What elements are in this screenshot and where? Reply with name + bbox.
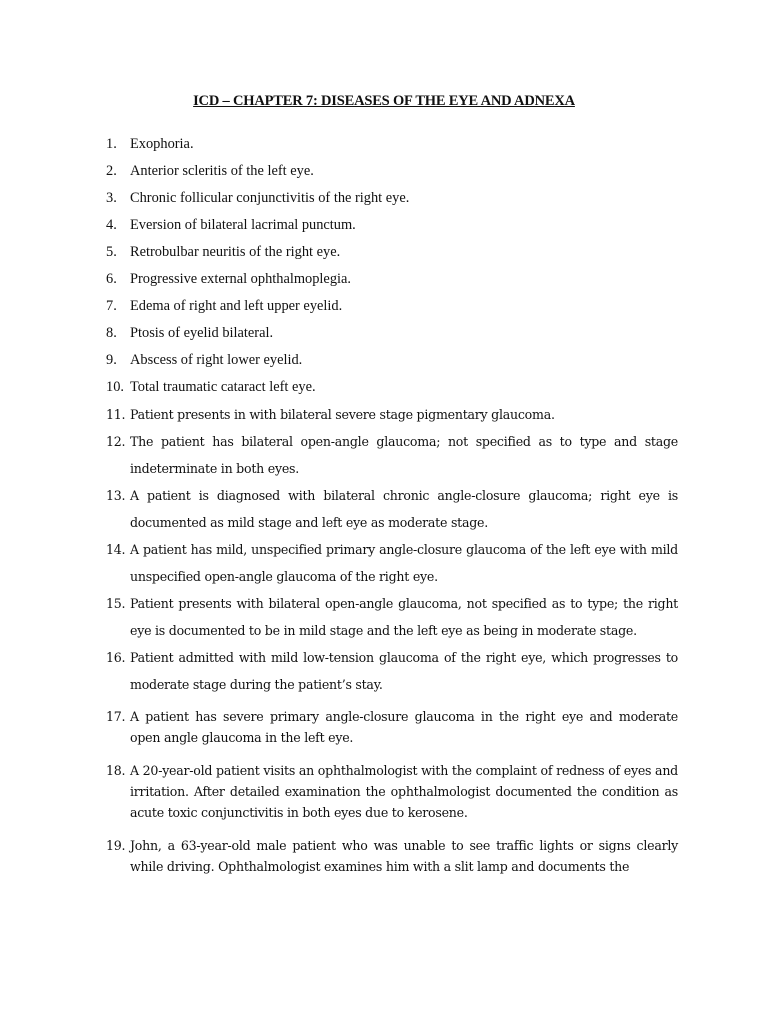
- list-item: [106, 239, 678, 266]
- item-number: 9.: [106, 352, 117, 368]
- list-item: [106, 158, 678, 185]
- item-number: 5.: [106, 244, 117, 260]
- list-item: [106, 374, 678, 401]
- list-item: [106, 536, 678, 590]
- list-item: [106, 482, 678, 536]
- item-number: 6.: [106, 271, 117, 287]
- list-item: [106, 293, 678, 320]
- item-text: A patient has severe primary angle-closure glaucoma in the right eye and moderate open angle glaucoma in the left eye.: [130, 709, 678, 745]
- item-text: John, a 63-year-old male patient who was unable to see traffic lights or signs clearly while driving. Ophthalmologist examines him with a slit lamp and documents the: [130, 838, 678, 874]
- item-number: 19.: [106, 838, 126, 853]
- item-text: Retrobulbar neuritis of the right eye.: [130, 244, 341, 260]
- item-text: A patient has mild, unspecified primary angle-closure glaucoma of the left eye with mild unspecified open-angle glaucoma of the right eye.: [130, 542, 678, 584]
- item-text: Chronic follicular conjunctivitis of the right eye.: [130, 190, 410, 206]
- item-number: 17.: [106, 709, 126, 724]
- item-text: Progressive external ophthalmoplegia.: [130, 271, 351, 287]
- list-item: [106, 706, 678, 748]
- list-item: [106, 835, 678, 877]
- item-text: Patient presents in with bilateral severe stage pigmentary glaucoma.: [130, 407, 555, 422]
- item-text: Eversion of bilateral lacrimal punctum.: [130, 217, 356, 233]
- item-number: 2.: [106, 163, 117, 179]
- item-text: A patient is diagnosed with bilateral chronic angle-closure glaucoma; right eye is documented as mild stage and left eye as moderate stage.: [130, 488, 678, 530]
- item-number: 11.: [106, 407, 126, 422]
- list-item: [106, 644, 678, 698]
- item-text: Exophoria.: [130, 136, 194, 152]
- list-item: [106, 428, 678, 482]
- item-number: 3.: [106, 190, 117, 206]
- item-text: A 20-year-old patient visits an ophthalmologist with the complaint of redness of eyes and irritation. After detailed examination the ophthalmologist documented the condition as acute toxic conjunctivitis in both eyes due to kerosene.: [130, 763, 678, 820]
- item-number: 12.: [106, 434, 126, 449]
- item-text: Abscess of right lower eyelid.: [130, 352, 303, 368]
- list-item: [106, 401, 678, 428]
- item-number: 18.: [106, 763, 126, 778]
- list-item: [106, 212, 678, 239]
- item-number: 13.: [106, 488, 126, 503]
- item-number: 16.: [106, 650, 126, 665]
- item-text: Total traumatic cataract left eye.: [130, 379, 316, 395]
- item-text: Patient admitted with mild low-tension glaucoma of the right eye, which progresses to moderate stage during the patient’s stay.: [130, 650, 678, 692]
- item-number: 7.: [106, 298, 117, 314]
- page-title: ICD – CHAPTER 7: DISEASES OF THE EYE AND ADNEXA: [193, 93, 575, 109]
- item-text: Edema of right and left upper eyelid.: [130, 298, 343, 314]
- item-number: 4.: [106, 217, 117, 233]
- item-number: 8.: [106, 325, 117, 341]
- item-number: 10.: [106, 379, 124, 395]
- list-item: [106, 131, 678, 158]
- list-item: [106, 590, 678, 644]
- item-text: The patient has bilateral open-angle glaucoma; not specified as to type and stage indeterminate in both eyes.: [130, 434, 678, 476]
- item-number: 14.: [106, 542, 126, 557]
- item-text: Patient presents with bilateral open-angle glaucoma, not specified as to type; the right eye is documented to be in mild stage and the left eye as being in moderate stage.: [130, 596, 678, 638]
- list-item: [106, 347, 678, 374]
- item-number: 15.: [106, 596, 126, 611]
- list-item: [106, 320, 678, 347]
- list-item: [106, 185, 678, 212]
- question-list: [106, 131, 678, 877]
- item-text: Ptosis of eyelid bilateral.: [130, 325, 274, 341]
- list-item: [106, 266, 678, 293]
- item-number: 1.: [106, 136, 117, 152]
- item-text: Anterior scleritis of the left eye.: [130, 163, 314, 179]
- list-item: [106, 760, 678, 823]
